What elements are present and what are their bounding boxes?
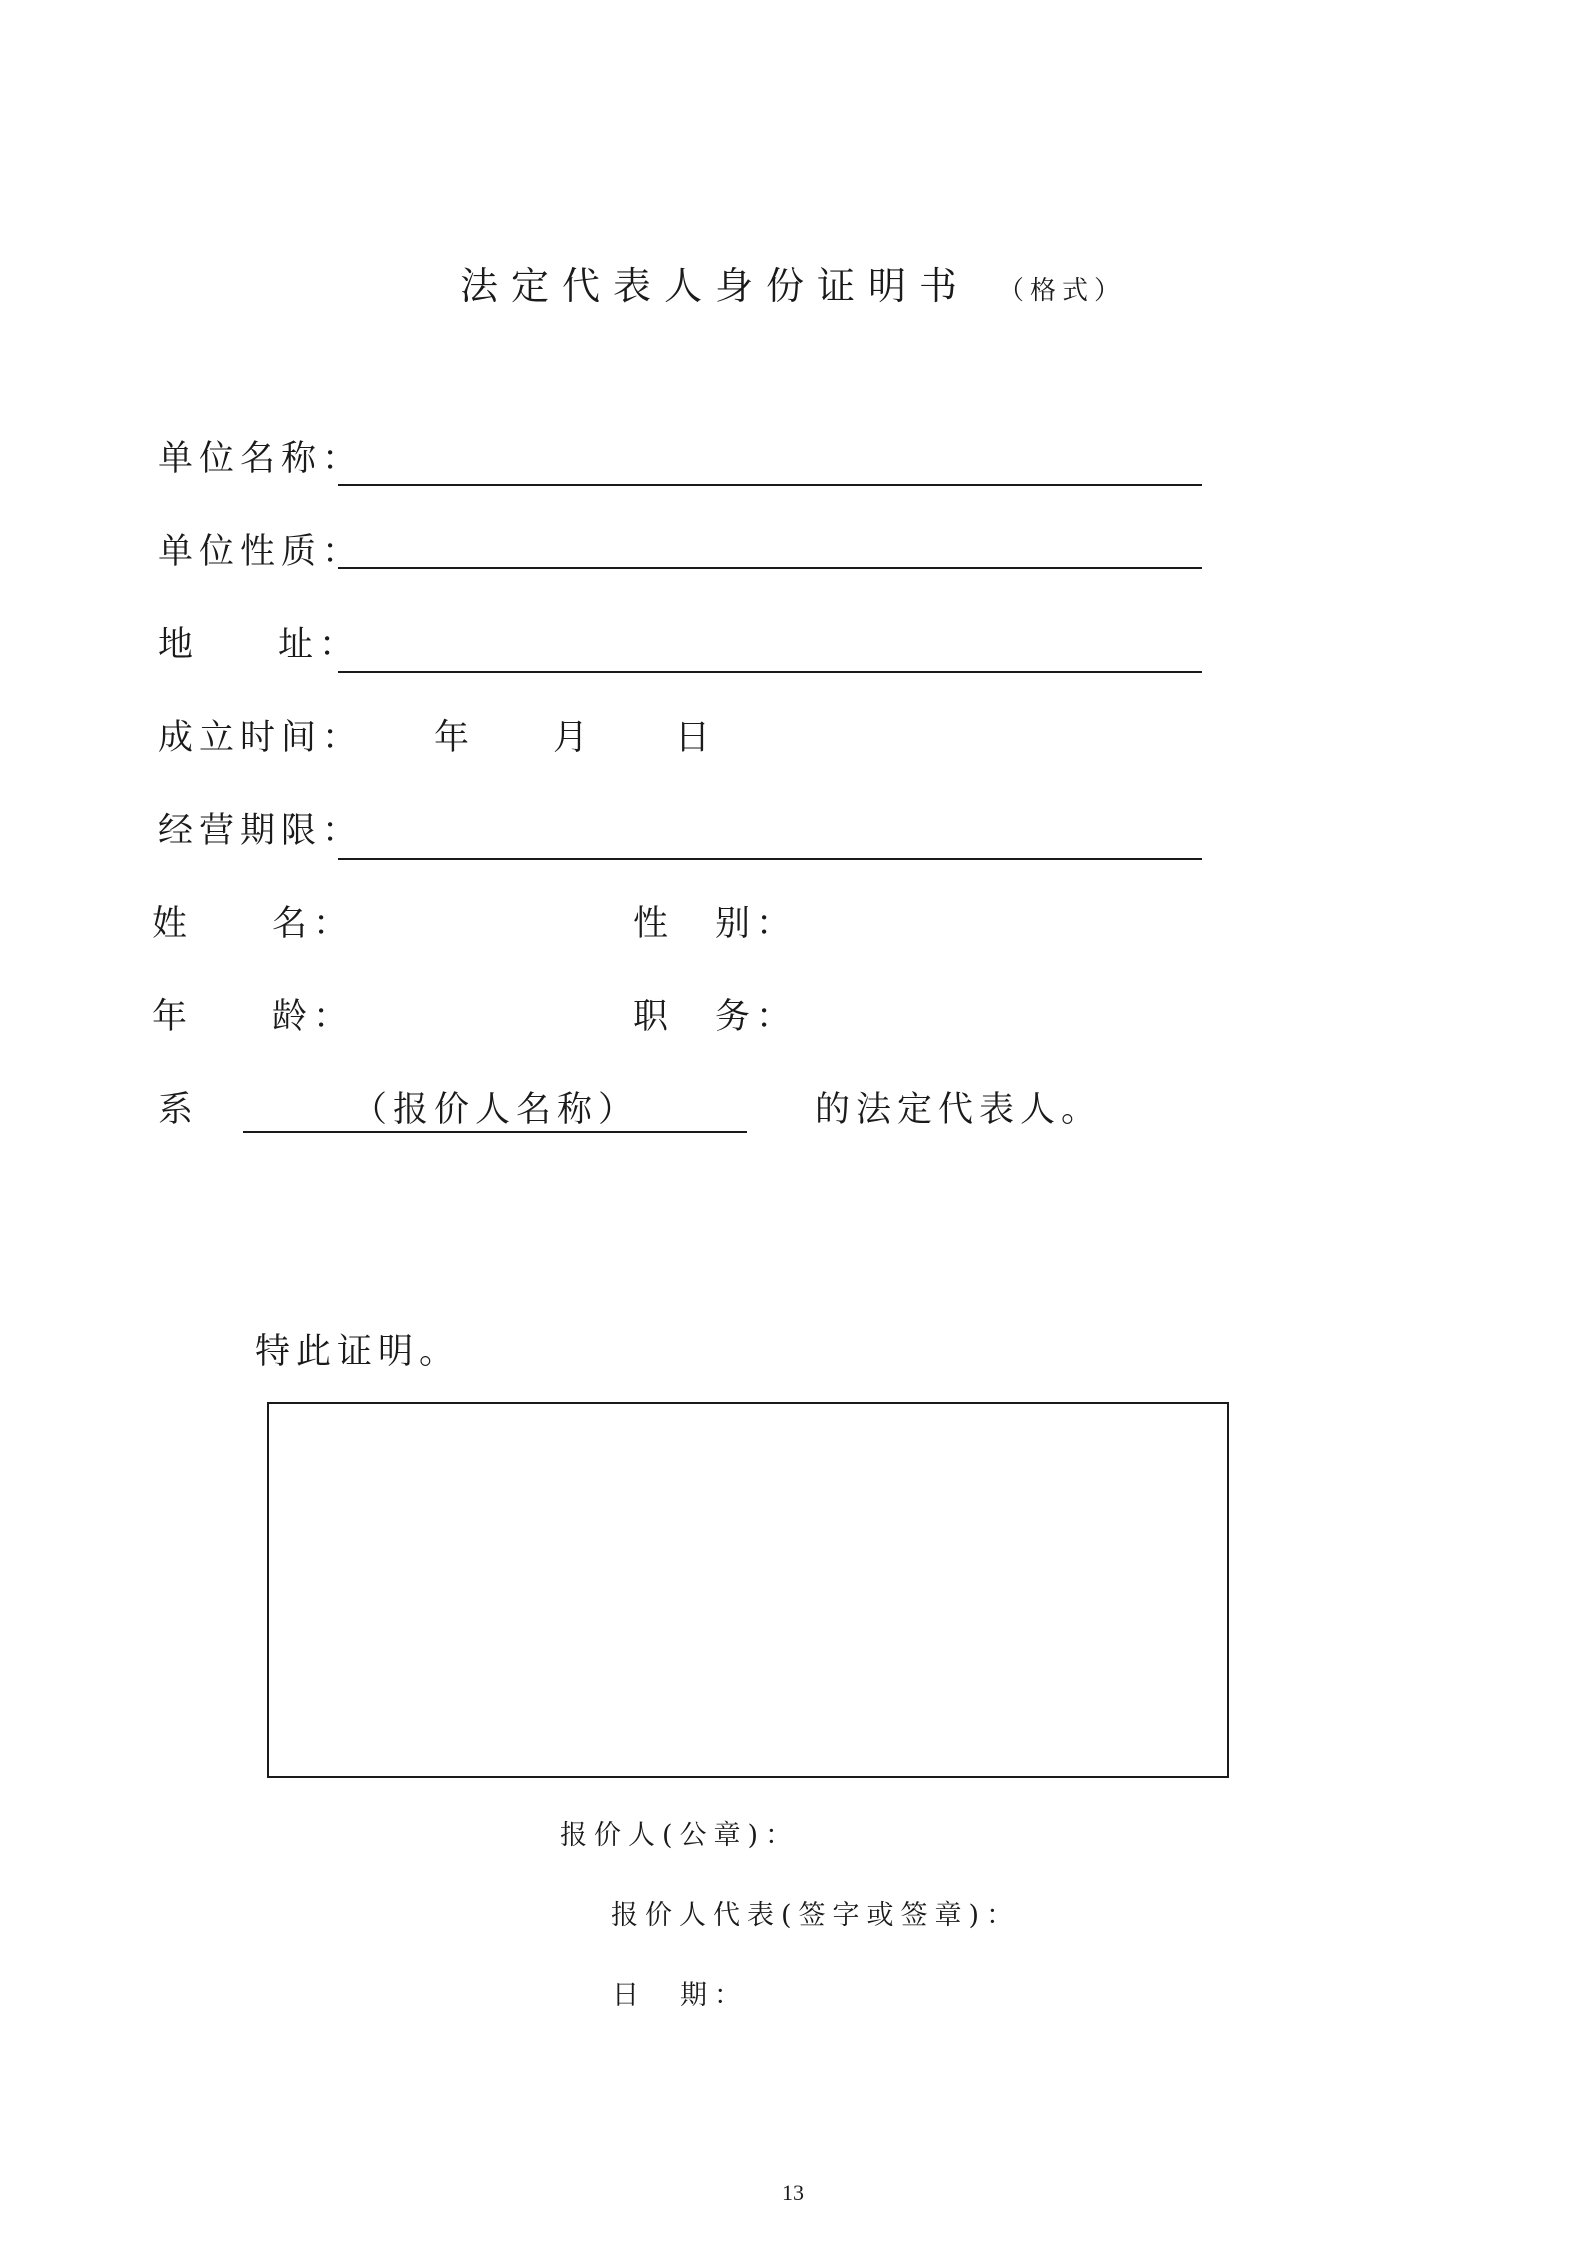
- page-title: [0, 258, 1586, 319]
- bidder-rep-label: 报价人代表(签字或签章)：: [611, 1900, 1021, 1931]
- bidder-seal-label: 报价人(公章)：: [560, 1820, 800, 1851]
- established-day: 日: [675, 718, 717, 758]
- certify-text: 特此证明。: [255, 1332, 461, 1372]
- business-term-label: 经营期限：: [158, 811, 364, 851]
- gender-label: 性 别：: [633, 904, 798, 944]
- unit-nature-label: 单位性质：: [158, 532, 364, 572]
- title-format-note: （格式）: [998, 276, 1127, 306]
- unit-nature-underline: [338, 567, 1202, 569]
- id-attachment-box: [267, 1402, 1229, 1778]
- established-label: 成立时间：: [158, 718, 364, 758]
- name-label-char1: 姓: [152, 904, 194, 944]
- established-month: 月: [553, 718, 595, 758]
- unit-name-underline: [338, 484, 1202, 486]
- bidder-name-underline: [243, 1131, 747, 1133]
- bidder-name-placeholder: （报价人名称）: [352, 1090, 640, 1130]
- date-label: 日 期：: [612, 1980, 748, 2011]
- age-label-char2: 龄：: [272, 997, 355, 1037]
- unit-name-label: 单位名称：: [158, 439, 364, 479]
- name-label-char2: 名：: [272, 904, 355, 944]
- title-main: 法定代表人身份证明书: [459, 264, 970, 308]
- address-underline: [338, 671, 1202, 673]
- page-number: 13: [782, 2180, 804, 2205]
- age-label-char1: 年: [152, 997, 194, 1037]
- established-year: 年: [434, 718, 476, 758]
- address-label-char1: 地: [158, 625, 200, 665]
- position-label: 职 务：: [633, 997, 798, 1037]
- address-label-char2: 址：: [278, 625, 361, 665]
- legal-rep-suffix: 的法定代表人。: [815, 1090, 1103, 1130]
- business-term-underline: [338, 858, 1202, 860]
- is-prefix: 系: [158, 1090, 200, 1130]
